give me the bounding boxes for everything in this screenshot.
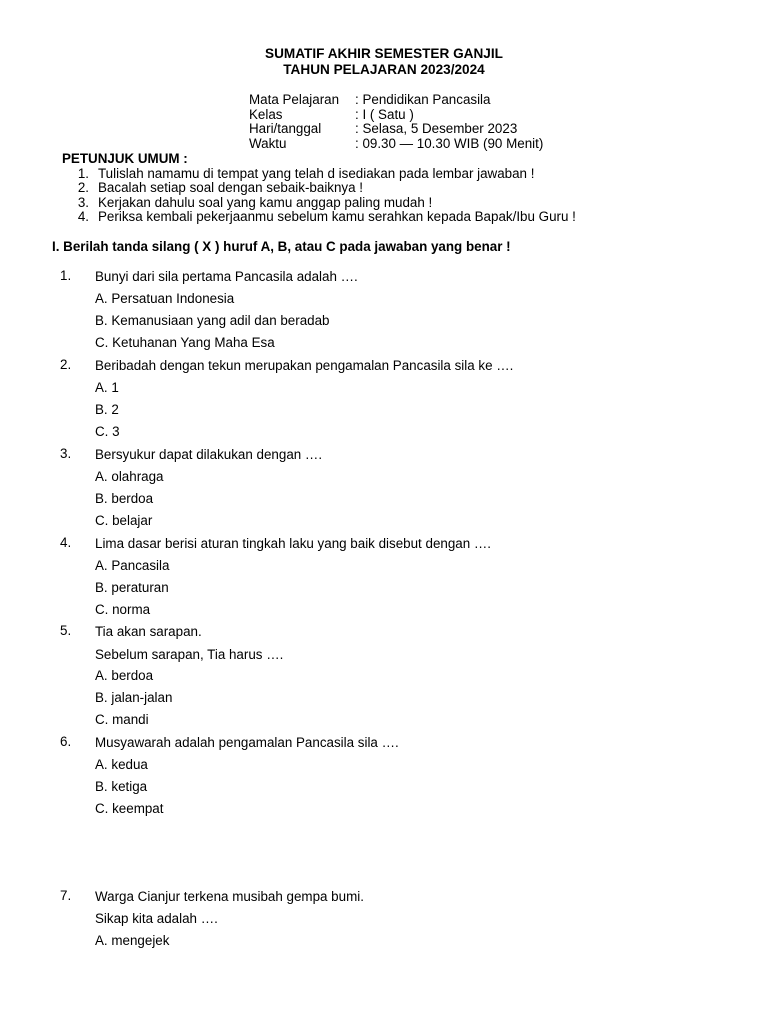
question-number: 5. xyxy=(60,623,72,638)
answer-option: C. keempat xyxy=(95,801,164,816)
answer-option: B. jalan-jalan xyxy=(95,690,173,705)
instruction-number: 1. xyxy=(77,166,89,181)
document-title: SUMATIF AKHIR SEMESTER GANJIL xyxy=(265,46,503,61)
answer-option: A. olahraga xyxy=(95,469,164,484)
answer-option: C. Ketuhanan Yang Maha Esa xyxy=(95,335,275,350)
answer-option: A. Persatuan Indonesia xyxy=(95,291,235,306)
answer-option: A. Pancasila xyxy=(95,558,170,573)
answer-option: A. berdoa xyxy=(95,668,154,683)
instruction-text: Kerjakan dahulu soal yang kamu anggap paling mudah ! xyxy=(98,195,433,210)
answer-option: C. belajar xyxy=(95,513,153,528)
question-text: Warga Cianjur terkena musibah gempa bumi. xyxy=(95,889,364,904)
answer-option: B. Kemanusiaan yang adil dan beradab xyxy=(95,313,330,328)
question-number: 1. xyxy=(60,268,72,283)
question-text: Sebelum sarapan, Tia harus …. xyxy=(95,647,284,662)
class-label: Kelas xyxy=(249,107,283,122)
answer-option: B. 2 xyxy=(95,402,119,417)
question-number: 3. xyxy=(60,446,72,461)
instruction-text: Tulislah namamu di tempat yang telah d isediakan pada lembar jawaban ! xyxy=(98,166,535,181)
question-text: Lima dasar berisi aturan tingkah laku yang baik disebut dengan …. xyxy=(95,536,492,551)
question-text: Musyawarah adalah pengamalan Pancasila sila …. xyxy=(95,735,399,750)
section-heading: I. Berilah tanda silang ( X ) huruf A, B, atau C pada jawaban yang benar ! xyxy=(52,239,511,254)
question-number: 4. xyxy=(60,535,72,550)
academic-year: TAHUN PELAJARAN 2023/2024 xyxy=(283,62,485,77)
time-label: Waktu xyxy=(249,136,287,151)
question-text: Beribadah dengan tekun merupakan pengamalan Pancasila sila ke …. xyxy=(95,358,514,373)
instruction-number: 3. xyxy=(77,195,89,210)
answer-option: B. peraturan xyxy=(95,580,169,595)
answer-option: B. berdoa xyxy=(95,491,154,506)
answer-option: C. 3 xyxy=(95,424,120,439)
class-value: : I ( Satu ) xyxy=(355,107,414,122)
question-number: 6. xyxy=(60,734,72,749)
question-text: Tia akan sarapan. xyxy=(95,624,202,639)
answer-option: B. ketiga xyxy=(95,779,148,794)
answer-option: A. kedua xyxy=(95,757,148,772)
answer-option: A. 1 xyxy=(95,380,119,395)
question-text: Bersyukur dapat dilakukan dengan …. xyxy=(95,447,323,462)
subject-value: : Pendidikan Pancasila xyxy=(355,92,491,107)
question-text: Bunyi dari sila pertama Pancasila adalah …. xyxy=(95,269,358,284)
answer-option: C. norma xyxy=(95,602,151,617)
instruction-number: 4. xyxy=(77,209,89,224)
date-label: Hari/tanggal xyxy=(249,121,322,136)
instruction-text: Periksa kembali pekerjaanmu sebelum kamu serahkan kepada Bapak/Ibu Guru ! xyxy=(98,209,576,224)
instructions-heading: PETUNJUK UMUM : xyxy=(62,151,188,166)
instruction-text: Bacalah setiap soal dengan sebaik-baiknya ! xyxy=(98,180,364,195)
time-value: : 09.30 — 10.30 WIB (90 Menit) xyxy=(355,136,544,151)
instruction-number: 2. xyxy=(77,180,89,195)
answer-option: A. mengejek xyxy=(95,933,170,948)
answer-option: C. mandi xyxy=(95,712,149,727)
date-value: : Selasa, 5 Desember 2023 xyxy=(355,121,518,136)
subject-label: Mata Pelajaran xyxy=(249,92,340,107)
question-number: 2. xyxy=(60,357,72,372)
question-text: Sikap kita adalah …. xyxy=(95,911,218,926)
question-number: 7. xyxy=(60,888,72,903)
